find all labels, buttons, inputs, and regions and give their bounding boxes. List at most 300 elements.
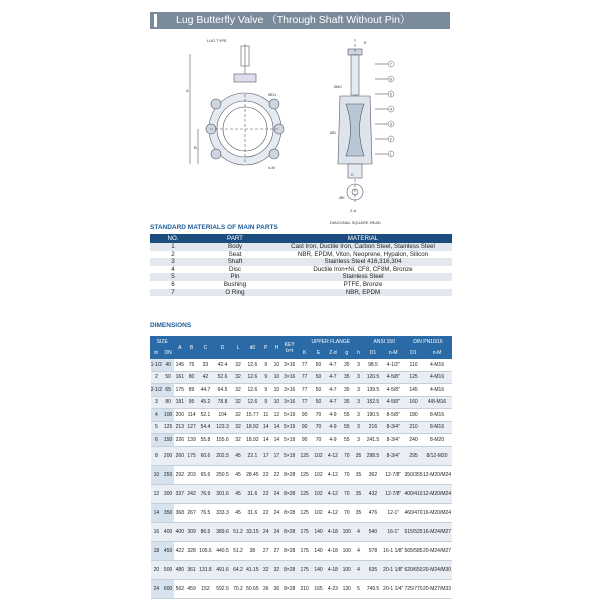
dimension-cell: 203: [186, 465, 198, 484]
dimension-cell: 77: [298, 396, 312, 409]
dimension-row: [151, 434, 452, 447]
dimension-cell: 4/8-M16: [423, 396, 452, 409]
dimension-cell: 60.6: [197, 446, 213, 465]
dim-sub-dn: DN: [162, 348, 174, 359]
dimension-cell: 22: [260, 465, 271, 484]
dimension-cell: 333.3: [213, 503, 231, 522]
material-no-cell: 1: [150, 243, 196, 251]
dimension-cell: 12: [271, 409, 282, 422]
dimension-cell: 52.6: [213, 371, 231, 384]
dim-label-od0: Ød0: [334, 84, 342, 89]
dimension-cell: 55.8: [197, 434, 213, 447]
dimension-cell: 562: [174, 579, 186, 598]
dimension-cell: 152.5: [364, 396, 382, 409]
dimension-cell: 42.4: [213, 359, 231, 372]
materials-row: [150, 251, 452, 259]
dimension-cell: 5: [151, 421, 163, 434]
dimension-cell: 600: [162, 579, 174, 598]
dimension-cell: 40: [162, 359, 174, 372]
dimension-cell: 35: [353, 484, 364, 503]
dim-label-od1: ØD1: [268, 92, 277, 97]
dimension-cell: 4-5/8": [382, 371, 404, 384]
dimension-cell: 50: [312, 396, 326, 409]
dimension-cell: 9: [260, 359, 271, 372]
material-part-cell: Disc: [228, 265, 242, 273]
dimension-cell: 70: [312, 421, 326, 434]
dimension-cell: 50: [312, 359, 326, 372]
dimension-cell: 22: [260, 484, 271, 503]
dimension-cell: 10: [271, 384, 282, 397]
dimension-cell: 139: [186, 434, 198, 447]
dimension-cell: 4: [353, 522, 364, 541]
dimension-cell: 140: [312, 560, 326, 579]
dimension-row: [151, 541, 452, 560]
dimension-cell: 175: [174, 384, 186, 397]
dimension-cell: 100: [340, 522, 353, 541]
dimension-cell: 104: [213, 409, 231, 422]
title-bar: [150, 12, 450, 29]
dim-head-d0: d0: [244, 337, 260, 359]
dimension-cell: 44.7: [197, 384, 213, 397]
dimension-cell: 125: [404, 371, 422, 384]
dimension-cell: 350/355: [404, 465, 422, 484]
dimension-cell: 70: [340, 503, 353, 522]
dimension-cell: 2-1/2: [151, 384, 163, 397]
dimension-cell: 24: [271, 503, 282, 522]
dimension-cell: 125: [298, 484, 312, 503]
dim-sub-ansi-d1: D1: [364, 348, 382, 359]
dimension-cell: 20-1 1/4": [382, 579, 404, 598]
dimension-cell: 5×19: [282, 409, 298, 422]
dimension-cell: 12.6: [244, 359, 260, 372]
diag-head-label: DIAGONAL SQUARE HEAD: [330, 220, 381, 225]
material-part-cell: Body: [196, 243, 274, 251]
dimension-row: [151, 409, 452, 422]
dimension-cell: 65: [162, 384, 174, 397]
callout-4: 4: [389, 106, 392, 112]
valve-side-view: [338, 39, 388, 204]
dimension-cell: 86.5: [197, 522, 213, 541]
dimension-cell: 18.92: [244, 421, 260, 434]
dimension-cell: 20-M24/M30: [423, 560, 452, 579]
dimension-cell: 250.5: [213, 465, 231, 484]
dimension-cell: 491.6: [213, 560, 231, 579]
dimension-cell: 12.6: [244, 371, 260, 384]
dimension-row: [151, 421, 452, 434]
dimension-cell: 36: [271, 579, 282, 598]
material-part-cell: Shaft: [196, 258, 274, 266]
dimension-cell: 12.6: [244, 384, 260, 397]
dimension-cell: 565/585: [404, 541, 422, 560]
dimension-cell: 2: [151, 371, 163, 384]
materials-heading: STANDARD MATERIALS OF MAIN PARTS: [150, 224, 278, 231]
dimension-cell: 22: [260, 503, 271, 522]
dimension-cell: 432: [364, 484, 382, 503]
materials-row: [150, 266, 452, 274]
dimension-cell: 55: [340, 421, 353, 434]
dimension-cell: 38: [244, 541, 260, 560]
dimension-cell: 5×19: [282, 434, 298, 447]
dimension-cell: 16: [151, 522, 163, 541]
dimension-cell: 450: [162, 541, 174, 560]
dimension-row: [151, 465, 452, 484]
dimension-cell: 18.92: [244, 434, 260, 447]
dimension-cell: 70: [340, 465, 353, 484]
dimension-cell: 20-M24/M27: [423, 541, 452, 560]
dim-head-c: C: [197, 337, 213, 359]
dimension-cell: 16-1": [382, 522, 404, 541]
dimension-cell: 42: [197, 371, 213, 384]
dimensions-table: [150, 336, 452, 599]
dimension-cell: 4-M16: [423, 359, 452, 372]
dimension-cell: 33.15: [244, 522, 260, 541]
callout-5: 5: [389, 91, 392, 97]
dimension-cell: 8×28: [282, 484, 298, 503]
dimension-cell: 368: [174, 503, 186, 522]
dim-label-e: E: [364, 40, 367, 45]
dimension-cell: 12-M20/M24: [423, 484, 452, 503]
dimension-cell: 70.2: [232, 579, 245, 598]
dimension-cell: 22.1: [244, 446, 260, 465]
dimension-cell: 4-18: [325, 560, 340, 579]
material-material-cell: Stainless Steel 416,316,304: [274, 258, 452, 266]
dimension-cell: 75: [186, 359, 198, 372]
title-accent: [154, 14, 157, 27]
dimension-cell: 125: [298, 446, 312, 465]
dimension-cell: 11: [260, 409, 271, 422]
dimension-cell: 24: [151, 579, 163, 598]
dimension-cell: 725/770: [404, 579, 422, 598]
dimension-cell: 78.8: [213, 396, 231, 409]
dimension-cell: 27: [260, 541, 271, 560]
dimension-cell: 152: [197, 579, 213, 598]
material-part-cell: Seat: [228, 250, 242, 258]
dimension-cell: 175: [298, 541, 312, 560]
dimension-cell: 4-7: [325, 371, 340, 384]
dimension-cell: 180: [404, 409, 422, 422]
dimension-cell: 8-M16: [423, 421, 452, 434]
dimension-cell: 292: [174, 465, 186, 484]
dimension-cell: 24: [260, 522, 271, 541]
dimension-cell: 4-9: [325, 434, 340, 447]
dimension-cell: 131.8: [197, 560, 213, 579]
dimension-cell: 4-12: [325, 503, 340, 522]
dimension-cell: 3×16: [282, 371, 298, 384]
dimension-cell: 102: [312, 465, 326, 484]
dimension-cell: 125: [162, 421, 174, 434]
dim-sub-din-d1: D1: [404, 348, 422, 359]
material-no-cell: 2: [171, 250, 175, 258]
dimensions-body: [151, 359, 452, 599]
dimension-row: [151, 484, 452, 503]
dimension-cell: 3: [353, 396, 364, 409]
dimension-cell: 89: [186, 384, 198, 397]
dimension-cell: 120.5: [364, 371, 382, 384]
dimension-cell: 32: [232, 396, 245, 409]
material-part-cell: Bushing: [223, 280, 247, 288]
callout-2: 2: [389, 136, 392, 142]
dimension-cell: 35: [353, 503, 364, 522]
dimension-cell: 12-7/8": [382, 465, 404, 484]
dimension-cell: 337: [174, 484, 186, 503]
dimension-cell: 10: [271, 371, 282, 384]
dimension-cell: 20-M27/M33: [423, 579, 452, 598]
dimension-cell: 3: [353, 421, 364, 434]
dimension-cell: 127: [186, 421, 198, 434]
dimension-cell: 328: [186, 541, 198, 560]
dimension-cell: 54.4: [197, 421, 213, 434]
dimension-cell: 175: [186, 446, 198, 465]
dimension-cell: 45: [232, 446, 245, 465]
dimension-cell: 4-23: [325, 579, 340, 598]
material-part-cell: O Ring: [196, 289, 274, 297]
dimension-cell: 51.2: [232, 541, 245, 560]
dimension-cell: 14: [271, 434, 282, 447]
dimension-cell: 6: [151, 434, 163, 447]
dimension-cell: 4-18: [325, 522, 340, 541]
dimension-cell: 15.77: [244, 409, 260, 422]
dimension-row: [151, 579, 452, 598]
dimension-cell: 24: [271, 522, 282, 541]
dimension-cell: 389.6: [213, 522, 231, 541]
dim-head-d: D: [213, 337, 231, 359]
dimension-cell: 309: [186, 522, 198, 541]
callout-1: 1: [389, 151, 392, 157]
dim-label-c: C: [351, 172, 354, 177]
material-material-cell: NBR, EPDM: [274, 289, 452, 297]
dimension-cell: 98.5: [364, 359, 382, 372]
dimension-cell: 17: [271, 446, 282, 465]
dim-sub-in: in: [151, 348, 163, 359]
dimension-cell: 32: [232, 384, 245, 397]
dimension-cell: 12-7/8": [382, 484, 404, 503]
dim-sub-k: K: [298, 348, 312, 359]
dimension-cell: 9: [260, 384, 271, 397]
part-callouts: [388, 61, 394, 157]
dimension-cell: 8×28: [282, 465, 298, 484]
dimension-row: [151, 503, 452, 522]
dimension-cell: 32: [232, 371, 245, 384]
dimension-cell: 200: [162, 446, 174, 465]
lug-type-label: LUG TYPE: [207, 38, 227, 43]
dimension-cell: 361: [186, 560, 198, 579]
dimension-cell: 45: [232, 484, 245, 503]
dimension-cell: 635: [364, 560, 382, 579]
dimension-cell: 100: [340, 541, 353, 560]
dimension-cell: 52.1: [197, 409, 213, 422]
dimension-cell: 90: [298, 434, 312, 447]
dimension-cell: 35: [340, 396, 353, 409]
dimension-cell: 181: [174, 396, 186, 409]
dimension-cell: 16-1 1/8": [382, 541, 404, 560]
dimension-cell: 400: [174, 522, 186, 541]
material-no-cell: 3: [150, 258, 196, 266]
dimension-cell: 16-M20/M24: [423, 503, 452, 522]
dim-label-ok: ØK: [339, 195, 345, 200]
callout-7: 7: [389, 61, 392, 67]
dimension-cell: 123.3: [213, 421, 231, 434]
dimension-cell: 140: [312, 522, 326, 541]
dim-sub-ansi-nm: n-M: [382, 348, 404, 359]
dimension-cell: 32: [271, 560, 282, 579]
dimension-cell: 476: [364, 503, 382, 522]
dimension-cell: 12-M20/M24: [423, 465, 452, 484]
materials-row: [150, 289, 452, 297]
dimension-cell: 90: [298, 409, 312, 422]
material-material-cell: Cast Iron, Ductile Iron, Carbon Steel, Stainless Steel: [274, 243, 452, 251]
dimension-cell: 145: [174, 359, 186, 372]
dimension-cell: 3×16: [282, 384, 298, 397]
dimension-cell: 110: [404, 359, 422, 372]
dimension-cell: 8-5/8": [382, 409, 404, 422]
material-material-cell: Stainless Steel: [274, 273, 452, 281]
dimension-cell: 12.6: [244, 396, 260, 409]
valve-drawing-svg: [150, 34, 450, 229]
dimension-cell: 145: [404, 384, 422, 397]
dimension-cell: 3: [151, 396, 163, 409]
dimension-cell: 216: [364, 421, 382, 434]
dimension-cell: 242: [186, 484, 198, 503]
dim-head-key: KEY b×t: [282, 337, 298, 359]
dim-sub-h: h: [353, 348, 364, 359]
dimension-cell: 14: [151, 503, 163, 522]
dimension-cell: 10: [271, 359, 282, 372]
dimension-cell: 8×28: [282, 503, 298, 522]
dimension-cell: 45: [232, 465, 245, 484]
dimension-cell: 3: [353, 434, 364, 447]
dimension-cell: 9: [260, 396, 271, 409]
dim-head-l: L: [232, 337, 245, 359]
lug-body-front: [190, 44, 284, 165]
dimension-row: [151, 371, 452, 384]
dimension-cell: 150: [162, 434, 174, 447]
callout-3: 3: [389, 121, 392, 127]
dimension-cell: 250: [162, 465, 174, 484]
dimension-cell: 5: [353, 579, 364, 598]
dimension-cell: 80: [186, 371, 198, 384]
dimension-cell: 165: [312, 579, 326, 598]
dimension-cell: 459: [186, 579, 198, 598]
dimension-cell: 65.6: [197, 465, 213, 484]
dimension-cell: 12: [151, 484, 163, 503]
dimension-cell: 4-12: [325, 484, 340, 503]
dimension-cell: 190.5: [364, 409, 382, 422]
material-part-cell: Pin: [196, 273, 274, 281]
dimension-cell: 749.5: [364, 579, 382, 598]
dimension-cell: 14: [260, 421, 271, 434]
dimension-cell: 14: [260, 434, 271, 447]
dimension-cell: 32: [232, 359, 245, 372]
dimension-cell: 422: [174, 541, 186, 560]
dimension-cell: 8: [151, 446, 163, 465]
dimension-cell: 3: [353, 409, 364, 422]
dimension-cell: 35: [340, 371, 353, 384]
dimension-cell: 9: [260, 371, 271, 384]
dimension-cell: 4-18: [325, 541, 340, 560]
dim-label-od: ØD: [330, 130, 336, 135]
dimension-cell: 8-M16: [423, 409, 452, 422]
dimension-cell: 160: [404, 396, 422, 409]
dimension-cell: 18: [151, 541, 163, 560]
dimension-cell: 3×16: [282, 396, 298, 409]
dimension-cell: 4-9: [325, 421, 340, 434]
dim-head-p: P: [260, 337, 271, 359]
dimension-row: [151, 560, 452, 579]
material-no-cell: 6: [171, 280, 175, 288]
dimension-cell: 10: [271, 396, 282, 409]
dimension-cell: 210: [298, 579, 312, 598]
dim-label-nm: n-M: [268, 165, 275, 170]
dimension-cell: 440.5: [213, 541, 231, 560]
dimension-cell: 4-12: [325, 446, 340, 465]
material-no-cell: 4: [171, 265, 175, 273]
dimension-cell: 102: [312, 503, 326, 522]
dimension-cell: 155.6: [213, 434, 231, 447]
dimension-cell: 8-3/4": [382, 421, 404, 434]
dimension-cell: 64.2: [232, 560, 245, 579]
dimension-cell: 350: [162, 503, 174, 522]
dimension-cell: 300: [162, 484, 174, 503]
dimension-cell: 3: [353, 384, 364, 397]
dimension-cell: 4-7: [325, 384, 340, 397]
dimension-cell: 70: [340, 484, 353, 503]
dimension-cell: 70: [312, 409, 326, 422]
dimension-cell: 35: [340, 359, 353, 372]
dimension-cell: 8×28: [282, 522, 298, 541]
dimension-cell: 105.6: [197, 541, 213, 560]
dimension-cell: 8-M20: [423, 434, 452, 447]
dimension-cell: 50: [162, 371, 174, 384]
dimension-cell: 24: [271, 484, 282, 503]
dimension-cell: 4-5/8": [382, 384, 404, 397]
dimension-cell: 22: [271, 465, 282, 484]
dimension-row: [151, 384, 452, 397]
dimension-row: [151, 359, 452, 372]
dimension-cell: 10: [151, 465, 163, 484]
materials-row: [150, 281, 452, 289]
dim-head-din: DIN PN10/16: [404, 337, 451, 348]
dimension-cell: 500: [162, 560, 174, 579]
dim-head-upper-flange: UPPER FLANGE: [298, 337, 364, 348]
materials-col-part: PART: [196, 234, 274, 243]
dimension-cell: 77: [298, 371, 312, 384]
dimension-cell: 100: [162, 409, 174, 422]
dimension-cell: 213: [174, 421, 186, 434]
dimension-cell: 4: [353, 560, 364, 579]
dimension-cell: 240: [404, 434, 422, 447]
dim-label-b: B: [194, 145, 197, 150]
dimension-cell: 540: [364, 522, 382, 541]
dimension-cell: 77: [298, 359, 312, 372]
dimension-cell: 20: [151, 560, 163, 579]
dimension-cell: 226: [174, 434, 186, 447]
dimension-cell: 51.2: [232, 522, 245, 541]
dimension-cell: 400/410: [404, 484, 422, 503]
dimension-cell: 267: [186, 503, 198, 522]
dimensions-heading: DIMENSIONS: [150, 322, 192, 329]
dim-head-size: SIZE: [151, 337, 174, 348]
dimension-cell: 35: [340, 384, 353, 397]
dimension-cell: 298.5: [364, 446, 382, 465]
dimension-cell: 260: [174, 446, 186, 465]
dimension-cell: 175: [298, 522, 312, 541]
dimension-cell: 102: [312, 446, 326, 465]
dimension-cell: 17: [260, 446, 271, 465]
dimension-cell: 140: [312, 541, 326, 560]
technical-drawing: [150, 34, 450, 229]
dimension-cell: 3×16: [282, 359, 298, 372]
materials-col-no: NO.: [150, 234, 196, 243]
